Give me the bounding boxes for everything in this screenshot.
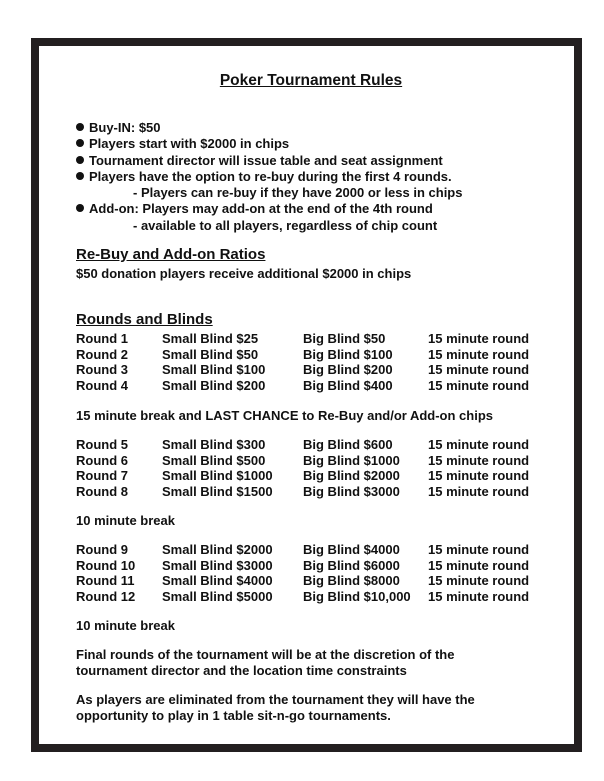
big-blind: Big Blind $1000 bbox=[303, 452, 400, 468]
bullet-icon bbox=[76, 172, 84, 180]
text-line: opportunity to play in 1 table sit-n-go tournaments. bbox=[76, 708, 391, 723]
small-blind: Small Blind $50 bbox=[162, 346, 259, 362]
round-number: Round 4 bbox=[76, 377, 128, 393]
big-blind: Big Blind $4000 bbox=[303, 542, 400, 557]
round-number: Round 5 bbox=[76, 437, 128, 452]
rule-item bbox=[76, 136, 462, 152]
break-3: 10 minute break bbox=[76, 618, 175, 633]
text-line: tournament director and the location time constraints bbox=[76, 663, 407, 678]
rule-item bbox=[76, 153, 462, 169]
rule-text: Add-on: Players may add-on at the end of the 4th round bbox=[89, 201, 433, 217]
big-blind: Big Blind $6000 bbox=[303, 557, 400, 573]
small-blind: Small Blind $4000 bbox=[162, 573, 273, 588]
small-blind: Small Blind $300 bbox=[162, 437, 266, 452]
big-blind: Big Blind $200 bbox=[303, 362, 393, 377]
round-number: Round 6 bbox=[76, 452, 128, 468]
round-number: Round 9 bbox=[76, 542, 128, 557]
round-number: Round 1 bbox=[76, 331, 128, 346]
page-border bbox=[31, 38, 582, 752]
rule-item bbox=[76, 120, 462, 136]
small-blind: Small Blind $100 bbox=[162, 362, 266, 377]
bullet-icon bbox=[76, 139, 84, 147]
big-blind: Big Blind $50 bbox=[303, 331, 386, 346]
round-duration: 15 minute round bbox=[428, 346, 530, 362]
round-number: Round 8 bbox=[76, 483, 128, 499]
rule-item bbox=[76, 201, 462, 217]
final-rounds-text bbox=[76, 647, 454, 679]
round-duration: 15 minute round bbox=[428, 588, 530, 604]
bullet-icon bbox=[76, 156, 84, 164]
round-number: Round 10 bbox=[76, 557, 136, 573]
big-blind: Big Blind $10,000 bbox=[303, 588, 411, 604]
small-blind: Small Blind $3000 bbox=[162, 557, 273, 573]
round-duration: 15 minute round bbox=[428, 483, 530, 499]
rebuy-text: $50 donation players receive additional $2000 in chips bbox=[76, 266, 412, 281]
small-blind: Small Blind $500 bbox=[162, 452, 266, 468]
round-duration: 15 minute round bbox=[428, 452, 530, 468]
bullet-icon bbox=[76, 123, 84, 131]
big-blind: Big Blind $400 bbox=[303, 377, 393, 393]
rule-text: Buy-IN: $50 bbox=[89, 120, 161, 135]
document-title: Poker Tournament Rules bbox=[219, 72, 403, 89]
round-number: Round 12 bbox=[76, 588, 136, 604]
small-blind: Small Blind $25 bbox=[162, 331, 259, 346]
big-blind: Big Blind $100 bbox=[303, 346, 393, 362]
text-line: As players are eliminated from the tournament they will have the bbox=[76, 692, 475, 707]
rule-subitem: - available to all players, regardless of chip count bbox=[133, 217, 438, 233]
rebuy-heading: Re-Buy and Add-on Ratios bbox=[76, 246, 266, 263]
rule-text: Players start with $2000 in chips bbox=[89, 136, 290, 152]
rule-subitem: - Players can re-buy if they have 2000 or less in chips bbox=[133, 185, 463, 201]
break-1: 15 minute break and LAST CHANCE to Re-Buy and/or Add-on chips bbox=[76, 408, 493, 423]
elimination-text bbox=[76, 692, 475, 724]
round-number: Round 2 bbox=[76, 346, 128, 362]
round-duration: 15 minute round bbox=[428, 331, 530, 346]
round-duration: 15 minute round bbox=[428, 542, 530, 557]
small-blind: Small Blind $1000 bbox=[162, 468, 273, 483]
big-blind: Big Blind $600 bbox=[303, 437, 393, 452]
rules-list bbox=[76, 120, 462, 234]
small-blind: Small Blind $5000 bbox=[162, 588, 273, 604]
rule-text: Players have the option to re-buy during the first 4 rounds. bbox=[89, 168, 452, 184]
bullet-icon bbox=[76, 204, 84, 212]
break-2: 10 minute break bbox=[76, 513, 175, 528]
rule-item bbox=[76, 169, 462, 185]
round-number: Round 11 bbox=[76, 573, 135, 588]
round-duration: 15 minute round bbox=[428, 362, 530, 377]
round-duration: 15 minute round bbox=[428, 468, 530, 483]
rule-text: Tournament director will issue table and seat assignment bbox=[89, 152, 443, 168]
big-blind: Big Blind $8000 bbox=[303, 573, 400, 588]
small-blind: Small Blind $2000 bbox=[162, 542, 273, 557]
big-blind: Big Blind $3000 bbox=[303, 483, 400, 499]
big-blind: Big Blind $2000 bbox=[303, 468, 400, 483]
round-duration: 15 minute round bbox=[428, 573, 530, 588]
round-duration: 15 minute round bbox=[428, 557, 530, 573]
small-blind: Small Blind $200 bbox=[162, 377, 266, 393]
text-line: Final rounds of the tournament will be at the discretion of the bbox=[76, 647, 455, 662]
round-number: Round 3 bbox=[76, 362, 128, 377]
small-blind: Small Blind $1500 bbox=[162, 483, 273, 499]
rounds-heading: Rounds and Blinds bbox=[76, 311, 213, 328]
round-duration: 15 minute round bbox=[428, 437, 530, 452]
round-duration: 15 minute round bbox=[428, 377, 530, 393]
round-number: Round 7 bbox=[76, 468, 128, 483]
